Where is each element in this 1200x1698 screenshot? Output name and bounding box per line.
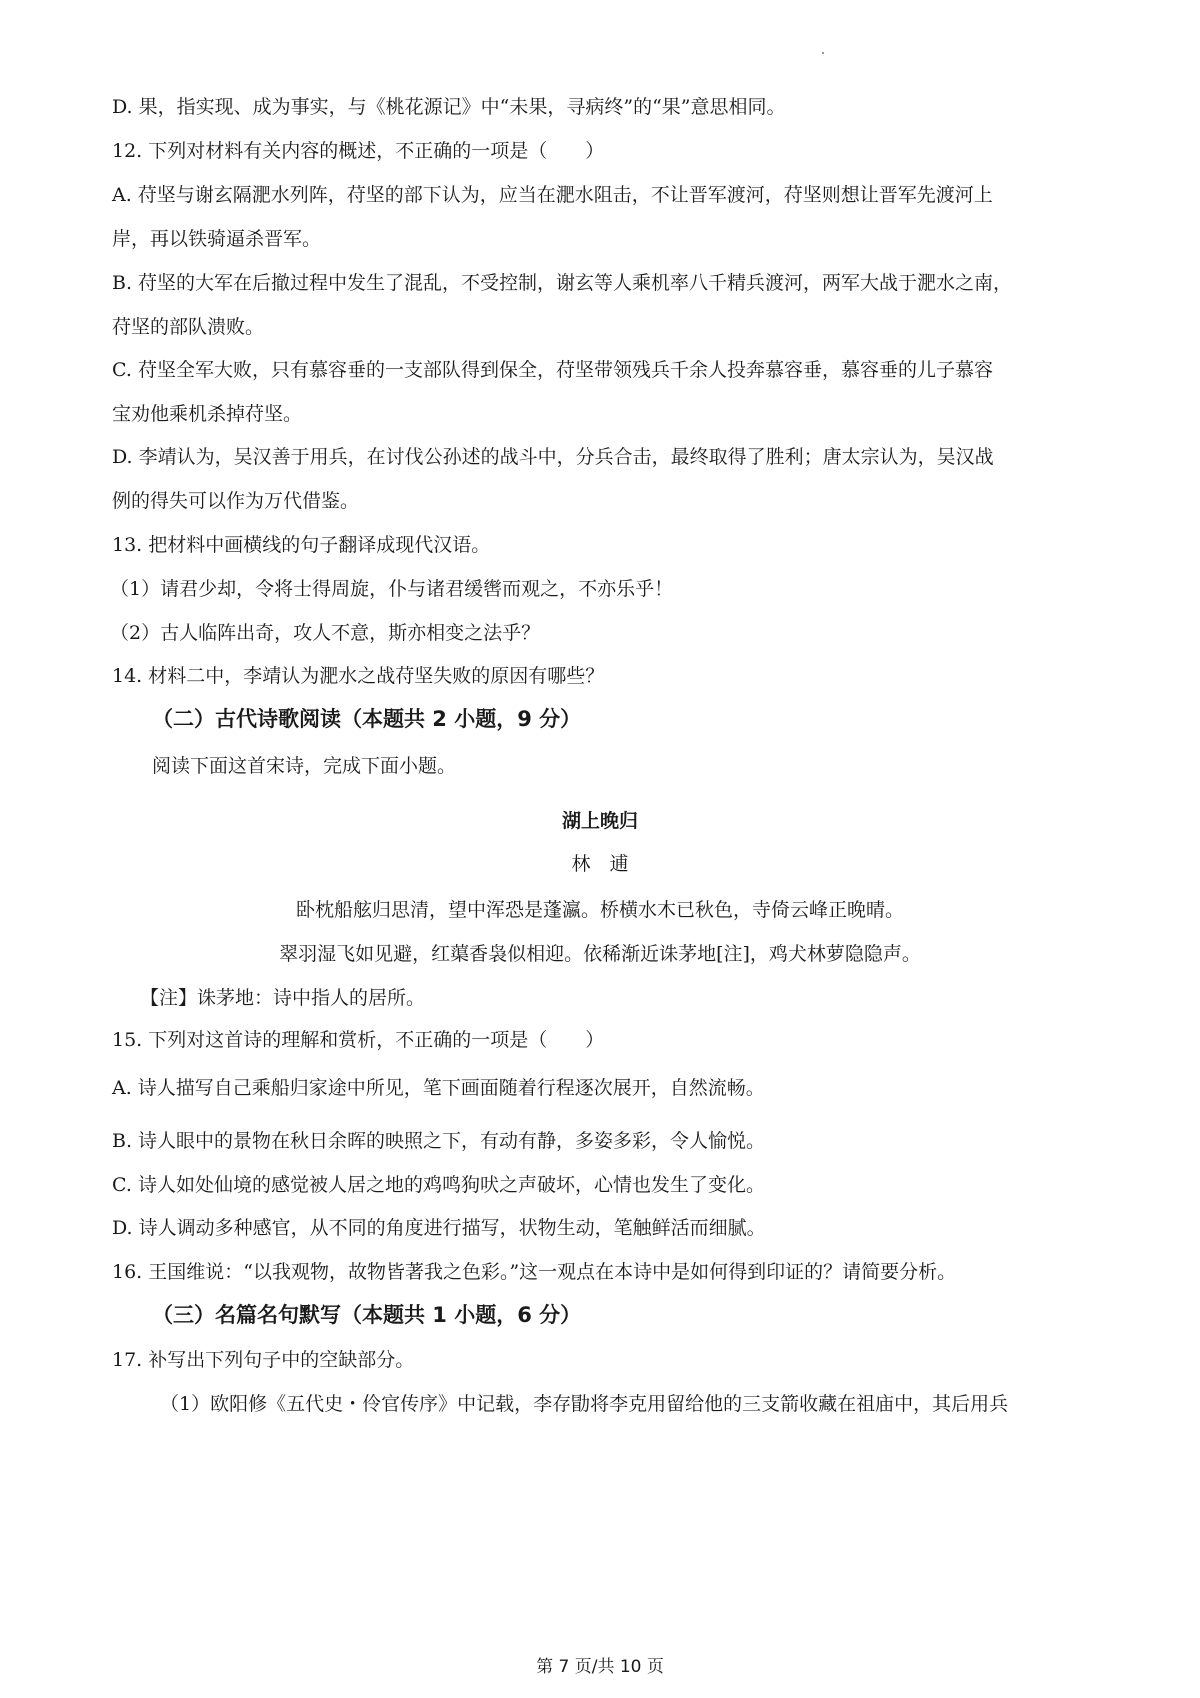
- poem-note: 【注】诛茅地：诗中指人的居所。: [140, 987, 426, 1009]
- q13-stem: 13. 把材料中画横线的句子翻译成现代汉语。: [112, 534, 491, 556]
- q12-option-a-line1: A. 苻坚与谢玄隔淝水列阵，苻坚的部下认为，应当在淝水阻击，不让晋军渡河，苻坚则想让晋军先渡河上: [112, 184, 993, 206]
- q12-option-c-line1: C. 苻坚全军大败，只有慕容垂的一支部队得到保全，苻坚带领残兵千余人投奔慕容垂，慕容垂的儿子慕容: [112, 359, 993, 381]
- poetry-intro: 阅读下面这首宋诗，完成下面小题。: [152, 755, 457, 777]
- q17-stem: 17. 补写出下列句子中的空缺部分。: [112, 1349, 415, 1371]
- q12-option-b-line1: B. 苻坚的大军在后撤过程中发生了混乱，不受控制，谢玄等人乘机率八千精兵渡河，两军大战于淝水之南，: [112, 272, 1013, 294]
- q16-stem: 16. 王国维说：“以我观物，故物皆著我之色彩。”这一观点在本诗中是如何得到印证的？请简要分析。: [112, 1261, 957, 1283]
- poem-author: 林 逋: [571, 853, 629, 875]
- poem-line-1: 卧枕船舷归思清，望中浑恐是蓬瀛。桥横水木已秋色，寺倚云峰正晚晴。: [295, 899, 904, 921]
- q15-option-c: C. 诗人如处仙境的感觉被人居之地的鸡鸣狗吠之声破坏，心情也发生了变化。: [112, 1174, 765, 1196]
- q15-option-a: A. 诗人描写自己乘船归家途中所见，笔下画面随着行程逐次展开，自然流畅。: [112, 1077, 765, 1099]
- q12-option-a-line2: 岸，再以铁骑逼杀晋军。: [112, 228, 322, 250]
- q15-option-d: D. 诗人调动多种感官，从不同的角度进行描写，状物生动，笔触鲜活而细腻。: [112, 1217, 766, 1239]
- q12-option-b-line2: 苻坚的部队溃败。: [112, 316, 265, 338]
- q13-part1: （1）请君少却，令将士得周旋，仆与诸君缓辔而观之，不亦乐乎！: [110, 578, 674, 600]
- q15-stem: 15. 下列对这首诗的理解和赏析，不正确的一项是（ ）: [112, 1029, 605, 1051]
- page-footer: 第 7 页/共 10 页: [536, 1657, 664, 1677]
- q15-option-b: B. 诗人眼中的景物在秋日余晖的映照之下，有动有静，多姿多彩，令人愉悦。: [112, 1130, 766, 1152]
- section-heading-poetry: （二）古代诗歌阅读（本题共 2 小题，9 分）: [152, 707, 582, 731]
- poem-line-2: 翠羽湿飞如见避，红蕖香袅似相迎。依稀渐近诛茅地[注]，鸡犬林萝隐隐声。: [279, 943, 921, 965]
- q12-option-d-line1: D. 李靖认为，吴汉善于用兵，在讨伐公孙述的战斗中，分兵合击，最终取得了胜利；唐太宗认为，吴汉战: [112, 446, 994, 468]
- poem-title: 湖上晚归: [561, 810, 638, 832]
- scan-speck: [822, 52, 824, 54]
- q17-part1: （1）欧阳修《五代史・伶官传序》中记载，李存勖将李克用留给他的三支箭收藏在祖庙中，其后用兵: [160, 1393, 1009, 1415]
- q12-option-c-line2: 宝劝他乘机杀掉苻坚。: [112, 403, 303, 425]
- q14-stem: 14. 材料二中，李靖认为淝水之战苻坚失败的原因有哪些？: [112, 665, 605, 687]
- q11-option-d: D. 果，指实现、成为事实，与《桃花源记》中“未果，寻病终”的“果”意思相同。: [112, 96, 786, 118]
- q13-part2: （2）古人临阵出奇，攻人不意，斯亦相变之法乎？: [110, 622, 541, 644]
- q12-option-d-line2: 例的得失可以作为万代借鉴。: [112, 490, 360, 512]
- q12-stem: 12. 下列对材料有关内容的概述，不正确的一项是（ ）: [112, 140, 605, 162]
- section-heading-recitation: （三）名篇名句默写（本题共 1 小题，6 分）: [152, 1303, 582, 1327]
